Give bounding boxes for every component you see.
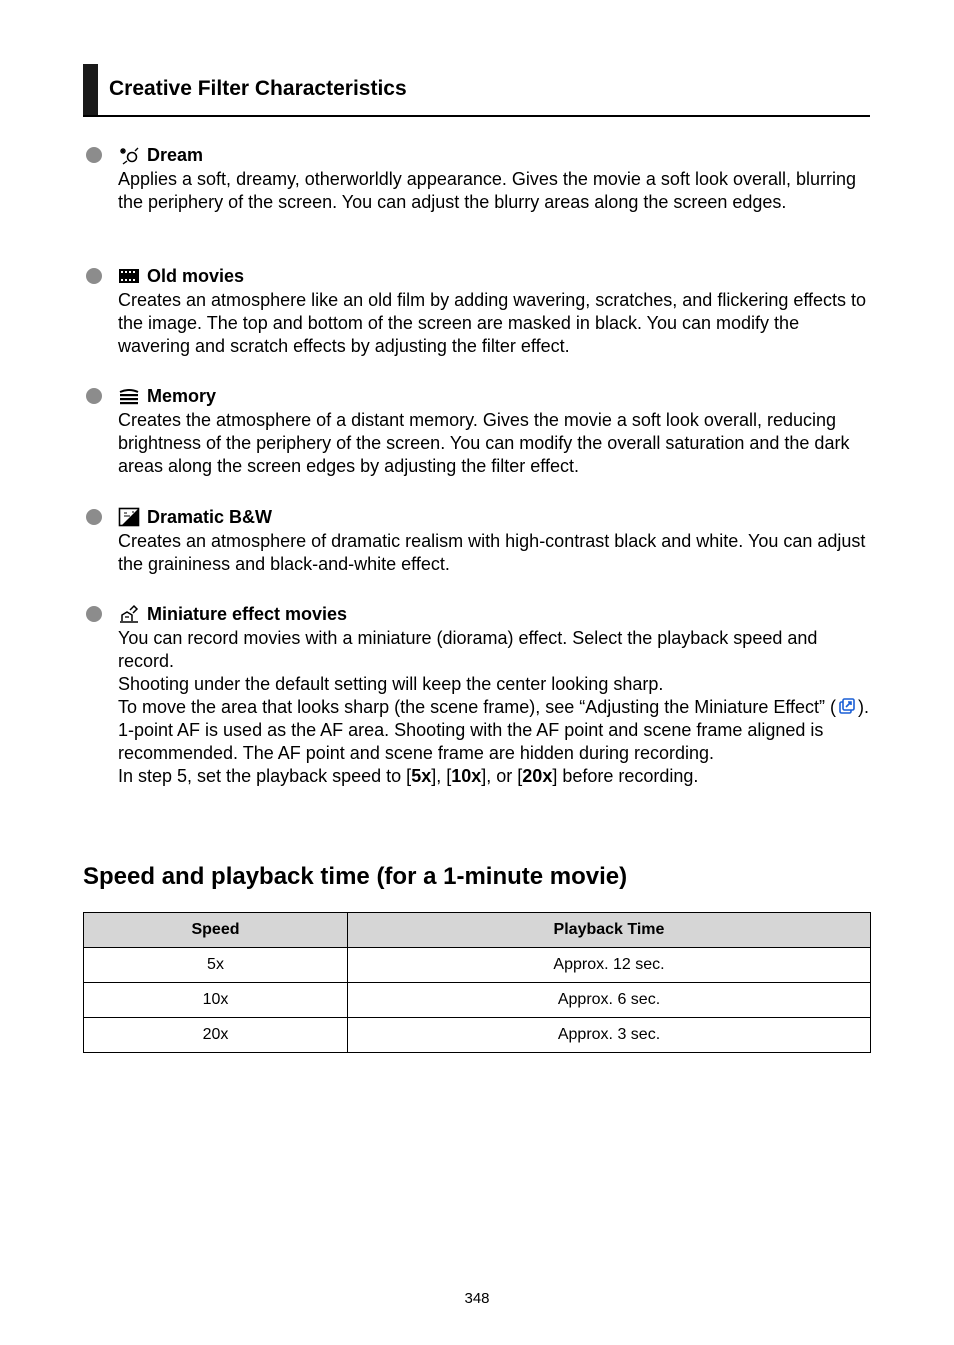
- text-segment: ). 1-point AF is used as the AF area. Shooting with the AF point and scene frame aligned is recommended. The AF point and scene frame are hidden during recording.: [118, 697, 870, 763]
- filter-description-text: You can record movies with a miniature (diorama) effect. Select the playback speed and record.: [118, 628, 818, 671]
- filter-title-text: Dream: [147, 145, 204, 165]
- memory-filter-icon: [118, 386, 140, 406]
- table-cell-playback-time: Approx. 12 sec.: [348, 948, 871, 983]
- dream-filter-icon: [118, 145, 140, 165]
- section-header-bar: [83, 64, 98, 115]
- table-cell-speed: 5x: [84, 948, 348, 983]
- table-cell-speed: 20x: [84, 1018, 348, 1053]
- old-movies-filter-icon: [118, 266, 140, 286]
- table-row: [84, 1018, 871, 1053]
- filter-title-dramatic-bw: [118, 506, 272, 528]
- filter-description: [118, 409, 873, 478]
- filter-description-text: Applies a soft, dreamy, otherworldly appearance. Gives the movie a soft look overall, blurring the periphery of the screen. You can adjust the blurry areas along the screen edges.: [118, 169, 857, 212]
- filter-description: [118, 289, 873, 358]
- filter-title-memory: [118, 385, 216, 407]
- filter-description-text: Shooting under the default setting will keep the center looking sharp.: [118, 674, 664, 694]
- text-segment: ], [: [431, 766, 452, 786]
- bullet-icon: [86, 509, 102, 525]
- table-cell-playback-time: Approx. 3 sec.: [348, 1018, 871, 1053]
- speed-section-title: Speed and playback time (for a 1-minute movie): [83, 863, 628, 890]
- filter-description-text: [118, 765, 873, 788]
- dramatic-bw-filter-icon: [118, 507, 140, 527]
- filter-title-miniature: [118, 603, 347, 625]
- table-row: [84, 983, 871, 1018]
- table-header-row: [84, 913, 871, 948]
- speed-option-10x: 10x: [451, 766, 482, 786]
- text-segment: In step 5, set the playback speed to [: [118, 766, 412, 786]
- table-header-playback-time: Playback Time: [348, 913, 871, 948]
- filter-title-dream: [118, 144, 203, 166]
- text-segment: ] before recording.: [552, 766, 699, 786]
- filter-title-text: Old movies: [147, 266, 245, 286]
- speed-table: [83, 912, 871, 1053]
- table-cell-speed: 10x: [84, 983, 348, 1018]
- filter-description-text: Creates an atmosphere like an old film by adding wavering, scratches, and flickering effects to the image. The top and bottom of the screen are masked in black. You can modify the wavering and scratch effects by adjusting the filter effect.: [118, 290, 867, 356]
- table-header-speed: Speed: [84, 913, 348, 948]
- section-header: [83, 64, 870, 117]
- filter-title-text: Memory: [147, 386, 217, 406]
- bullet-icon: [86, 147, 102, 163]
- filter-title-old-movies: [118, 265, 244, 287]
- section-title: Creative Filter Characteristics: [109, 77, 407, 100]
- filter-description: [118, 627, 873, 788]
- filter-description-text: [118, 696, 873, 765]
- table-cell-playback-time: Approx. 6 sec.: [348, 983, 871, 1018]
- text-segment: ], or [: [481, 766, 523, 786]
- page-link-icon[interactable]: [837, 697, 857, 717]
- miniature-filter-icon: [118, 604, 140, 624]
- bullet-icon: [86, 606, 102, 622]
- filter-description: [118, 168, 873, 214]
- page-number: 348: [464, 1290, 490, 1307]
- filter-title-text: Dramatic B&W: [147, 507, 273, 527]
- bullet-icon: [86, 388, 102, 404]
- bullet-icon: [86, 268, 102, 284]
- speed-option-5x: 5x: [411, 766, 432, 786]
- filter-description-text: Creates an atmosphere of dramatic realism with high-contrast black and white. You can adjust the graininess and black-and-white effect.: [118, 531, 866, 574]
- filter-description: [118, 530, 873, 576]
- text-segment: To move the area that looks sharp (the scene frame), see “Adjusting the Miniature Effect” (: [118, 697, 837, 717]
- table-row: [84, 948, 871, 983]
- speed-option-20x: 20x: [522, 766, 553, 786]
- filter-title-text: Miniature effect movies: [147, 604, 348, 624]
- filter-description-text: Creates the atmosphere of a distant memory. Gives the movie a soft look overall, reducing brightness of the periphery of the screen. You can modify the overall saturation and the dark areas along the screen edges by adjusting the filter effect.: [118, 410, 850, 476]
